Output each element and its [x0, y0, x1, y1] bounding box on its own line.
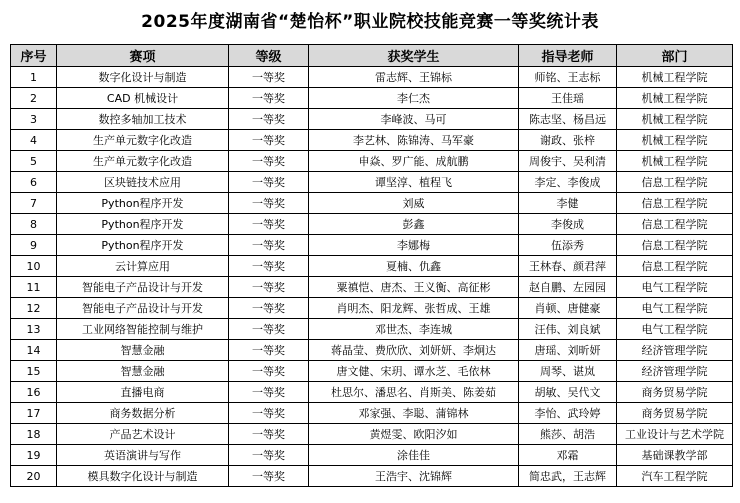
cell-department: 信息工程学院	[617, 172, 733, 193]
cell-event: 英语演讲与写作	[57, 445, 229, 466]
cell-teachers: 唐瑶、刘昕妍	[519, 340, 617, 361]
cell-teachers: 王林春、颜君萍	[519, 256, 617, 277]
cell-teachers: 李健	[519, 193, 617, 214]
cell-event: Python程序开发	[57, 214, 229, 235]
cell-level: 一等奖	[229, 466, 309, 487]
cell-index: 7	[11, 193, 57, 214]
cell-department: 信息工程学院	[617, 256, 733, 277]
cell-index: 8	[11, 214, 57, 235]
table-row	[11, 88, 733, 109]
cell-event: 数字化设计与制造	[57, 67, 229, 88]
page-title: 2025年度湖南省“楚怡杯”职业院校技能竞赛一等奖统计表	[141, 12, 599, 32]
header-level: 等级	[229, 45, 309, 67]
cell-teachers: 师铭、王志标	[519, 67, 617, 88]
cell-level: 一等奖	[229, 424, 309, 445]
cell-students: 刘威	[309, 193, 519, 214]
cell-students: 邓家强、李聪、蒲锦林	[309, 403, 519, 424]
cell-level: 一等奖	[229, 193, 309, 214]
cell-teachers: 汪伟、刘良斌	[519, 319, 617, 340]
cell-students: 彭鑫	[309, 214, 519, 235]
cell-event: 生产单元数字化改造	[57, 130, 229, 151]
table-row	[11, 445, 733, 466]
cell-event: CAD 机械设计	[57, 88, 229, 109]
cell-students: 李仁杰	[309, 88, 519, 109]
cell-department: 信息工程学院	[617, 214, 733, 235]
cell-students: 杜思尔、潘思名、肖斯美、陈姜茹	[309, 382, 519, 403]
cell-department: 经济管理学院	[617, 361, 733, 382]
cell-students: 邓世杰、李连城	[309, 319, 519, 340]
cell-level: 一等奖	[229, 361, 309, 382]
cell-level: 一等奖	[229, 235, 309, 256]
cell-index: 4	[11, 130, 57, 151]
table-row	[11, 403, 733, 424]
cell-department: 工业设计与艺术学院	[617, 424, 733, 445]
cell-index: 10	[11, 256, 57, 277]
cell-department: 基础课教学部	[617, 445, 733, 466]
cell-event: 智慧金融	[57, 361, 229, 382]
cell-teachers: 肖顿、唐健豪	[519, 298, 617, 319]
cell-students: 肖明杰、阳龙辉、张哲成、王雄	[309, 298, 519, 319]
cell-index: 6	[11, 172, 57, 193]
cell-students: 申焱、罗广能、成航鹏	[309, 151, 519, 172]
cell-teachers: 李怡、武玲婷	[519, 403, 617, 424]
cell-teachers: 赵自鹏、左园园	[519, 277, 617, 298]
cell-department: 经济管理学院	[617, 340, 733, 361]
cell-index: 12	[11, 298, 57, 319]
cell-department: 商务贸易学院	[617, 382, 733, 403]
cell-level: 一等奖	[229, 88, 309, 109]
cell-students: 李艺林、陈锦涛、马军豪	[309, 130, 519, 151]
header-event: 赛项	[57, 45, 229, 67]
cell-event: Python程序开发	[57, 193, 229, 214]
cell-students: 王浩宇、沈锦辉	[309, 466, 519, 487]
table-row	[11, 109, 733, 130]
header-students: 获奖学生	[309, 45, 519, 67]
cell-teachers: 李定、李俊成	[519, 172, 617, 193]
table-row	[11, 214, 733, 235]
cell-department: 电气工程学院	[617, 298, 733, 319]
cell-event: 商务数据分析	[57, 403, 229, 424]
cell-students: 唐文健、宋玥、谭水芝、毛依林	[309, 361, 519, 382]
cell-teachers: 邓霜	[519, 445, 617, 466]
cell-level: 一等奖	[229, 277, 309, 298]
cell-level: 一等奖	[229, 151, 309, 172]
cell-students: 雷志辉、王锦标	[309, 67, 519, 88]
cell-teachers: 简忠武，王志辉	[519, 466, 617, 487]
cell-event: 数控多轴加工技术	[57, 109, 229, 130]
cell-index: 1	[11, 67, 57, 88]
cell-department: 机械工程学院	[617, 88, 733, 109]
table-row	[11, 340, 733, 361]
cell-department: 信息工程学院	[617, 235, 733, 256]
cell-level: 一等奖	[229, 319, 309, 340]
cell-index: 18	[11, 424, 57, 445]
cell-students: 黄煜雯、欧阳汐如	[309, 424, 519, 445]
cell-teachers: 熊莎、胡浩	[519, 424, 617, 445]
cell-index: 15	[11, 361, 57, 382]
table-row	[11, 130, 733, 151]
cell-students: 蒋晶莹、费欣欣、刘妍妍、李炯达	[309, 340, 519, 361]
cell-event: 智慧金融	[57, 340, 229, 361]
header-index: 序号	[11, 45, 57, 67]
cell-event: 产品艺术设计	[57, 424, 229, 445]
cell-students: 粟禛恺、唐杰、王义衡、高征彬	[309, 277, 519, 298]
cell-index: 19	[11, 445, 57, 466]
cell-department: 机械工程学院	[617, 67, 733, 88]
cell-department: 电气工程学院	[617, 277, 733, 298]
cell-level: 一等奖	[229, 403, 309, 424]
cell-index: 16	[11, 382, 57, 403]
cell-level: 一等奖	[229, 130, 309, 151]
cell-department: 机械工程学院	[617, 151, 733, 172]
cell-index: 17	[11, 403, 57, 424]
table-header-row	[11, 45, 733, 67]
cell-teachers: 谢政、张梓	[519, 130, 617, 151]
table-row	[11, 151, 733, 172]
cell-index: 2	[11, 88, 57, 109]
cell-level: 一等奖	[229, 67, 309, 88]
table-row	[11, 319, 733, 340]
cell-index: 13	[11, 319, 57, 340]
cell-event: 云计算应用	[57, 256, 229, 277]
cell-level: 一等奖	[229, 382, 309, 403]
cell-level: 一等奖	[229, 256, 309, 277]
cell-index: 5	[11, 151, 57, 172]
cell-teachers: 周俊宇、吴利清	[519, 151, 617, 172]
header-teachers: 指导老师	[519, 45, 617, 67]
cell-event: 区块链技术应用	[57, 172, 229, 193]
cell-students: 李峰波、马可	[309, 109, 519, 130]
cell-department: 商务贸易学院	[617, 403, 733, 424]
cell-teachers: 周琴、谌岚	[519, 361, 617, 382]
cell-teachers: 伍添秀	[519, 235, 617, 256]
cell-teachers: 胡敏、吴代文	[519, 382, 617, 403]
cell-event: 直播电商	[57, 382, 229, 403]
table-row	[11, 67, 733, 88]
cell-index: 11	[11, 277, 57, 298]
cell-teachers: 陈志坚、杨昌远	[519, 109, 617, 130]
cell-department: 电气工程学院	[617, 319, 733, 340]
cell-index: 9	[11, 235, 57, 256]
table-row	[11, 382, 733, 403]
table-row	[11, 235, 733, 256]
cell-level: 一等奖	[229, 445, 309, 466]
cell-event: Python程序开发	[57, 235, 229, 256]
cell-event: 工业网络智能控制与维护	[57, 319, 229, 340]
table-body	[11, 67, 733, 487]
cell-department: 信息工程学院	[617, 193, 733, 214]
award-table	[10, 44, 733, 487]
cell-department: 汽车工程学院	[617, 466, 733, 487]
cell-level: 一等奖	[229, 109, 309, 130]
cell-teachers: 王佳瑶	[519, 88, 617, 109]
cell-level: 一等奖	[229, 214, 309, 235]
table-row	[11, 172, 733, 193]
table-row	[11, 256, 733, 277]
header-department: 部门	[617, 45, 733, 67]
table-row	[11, 361, 733, 382]
cell-teachers: 李俊成	[519, 214, 617, 235]
cell-department: 机械工程学院	[617, 130, 733, 151]
cell-students: 谭坚淳、植程飞	[309, 172, 519, 193]
cell-event: 生产单元数字化改造	[57, 151, 229, 172]
cell-index: 20	[11, 466, 57, 487]
cell-index: 3	[11, 109, 57, 130]
cell-event: 智能电子产品设计与开发	[57, 298, 229, 319]
table-row	[11, 298, 733, 319]
table-row	[11, 277, 733, 298]
cell-event: 智能电子产品设计与开发	[57, 277, 229, 298]
cell-index: 14	[11, 340, 57, 361]
cell-level: 一等奖	[229, 298, 309, 319]
table-row	[11, 193, 733, 214]
cell-level: 一等奖	[229, 172, 309, 193]
table-row	[11, 466, 733, 487]
cell-students: 涂佳佳	[309, 445, 519, 466]
cell-event: 模具数字化设计与制造	[57, 466, 229, 487]
cell-students: 夏楠、仇鑫	[309, 256, 519, 277]
cell-department: 机械工程学院	[617, 109, 733, 130]
cell-level: 一等奖	[229, 340, 309, 361]
table-row	[11, 424, 733, 445]
cell-students: 李娜梅	[309, 235, 519, 256]
